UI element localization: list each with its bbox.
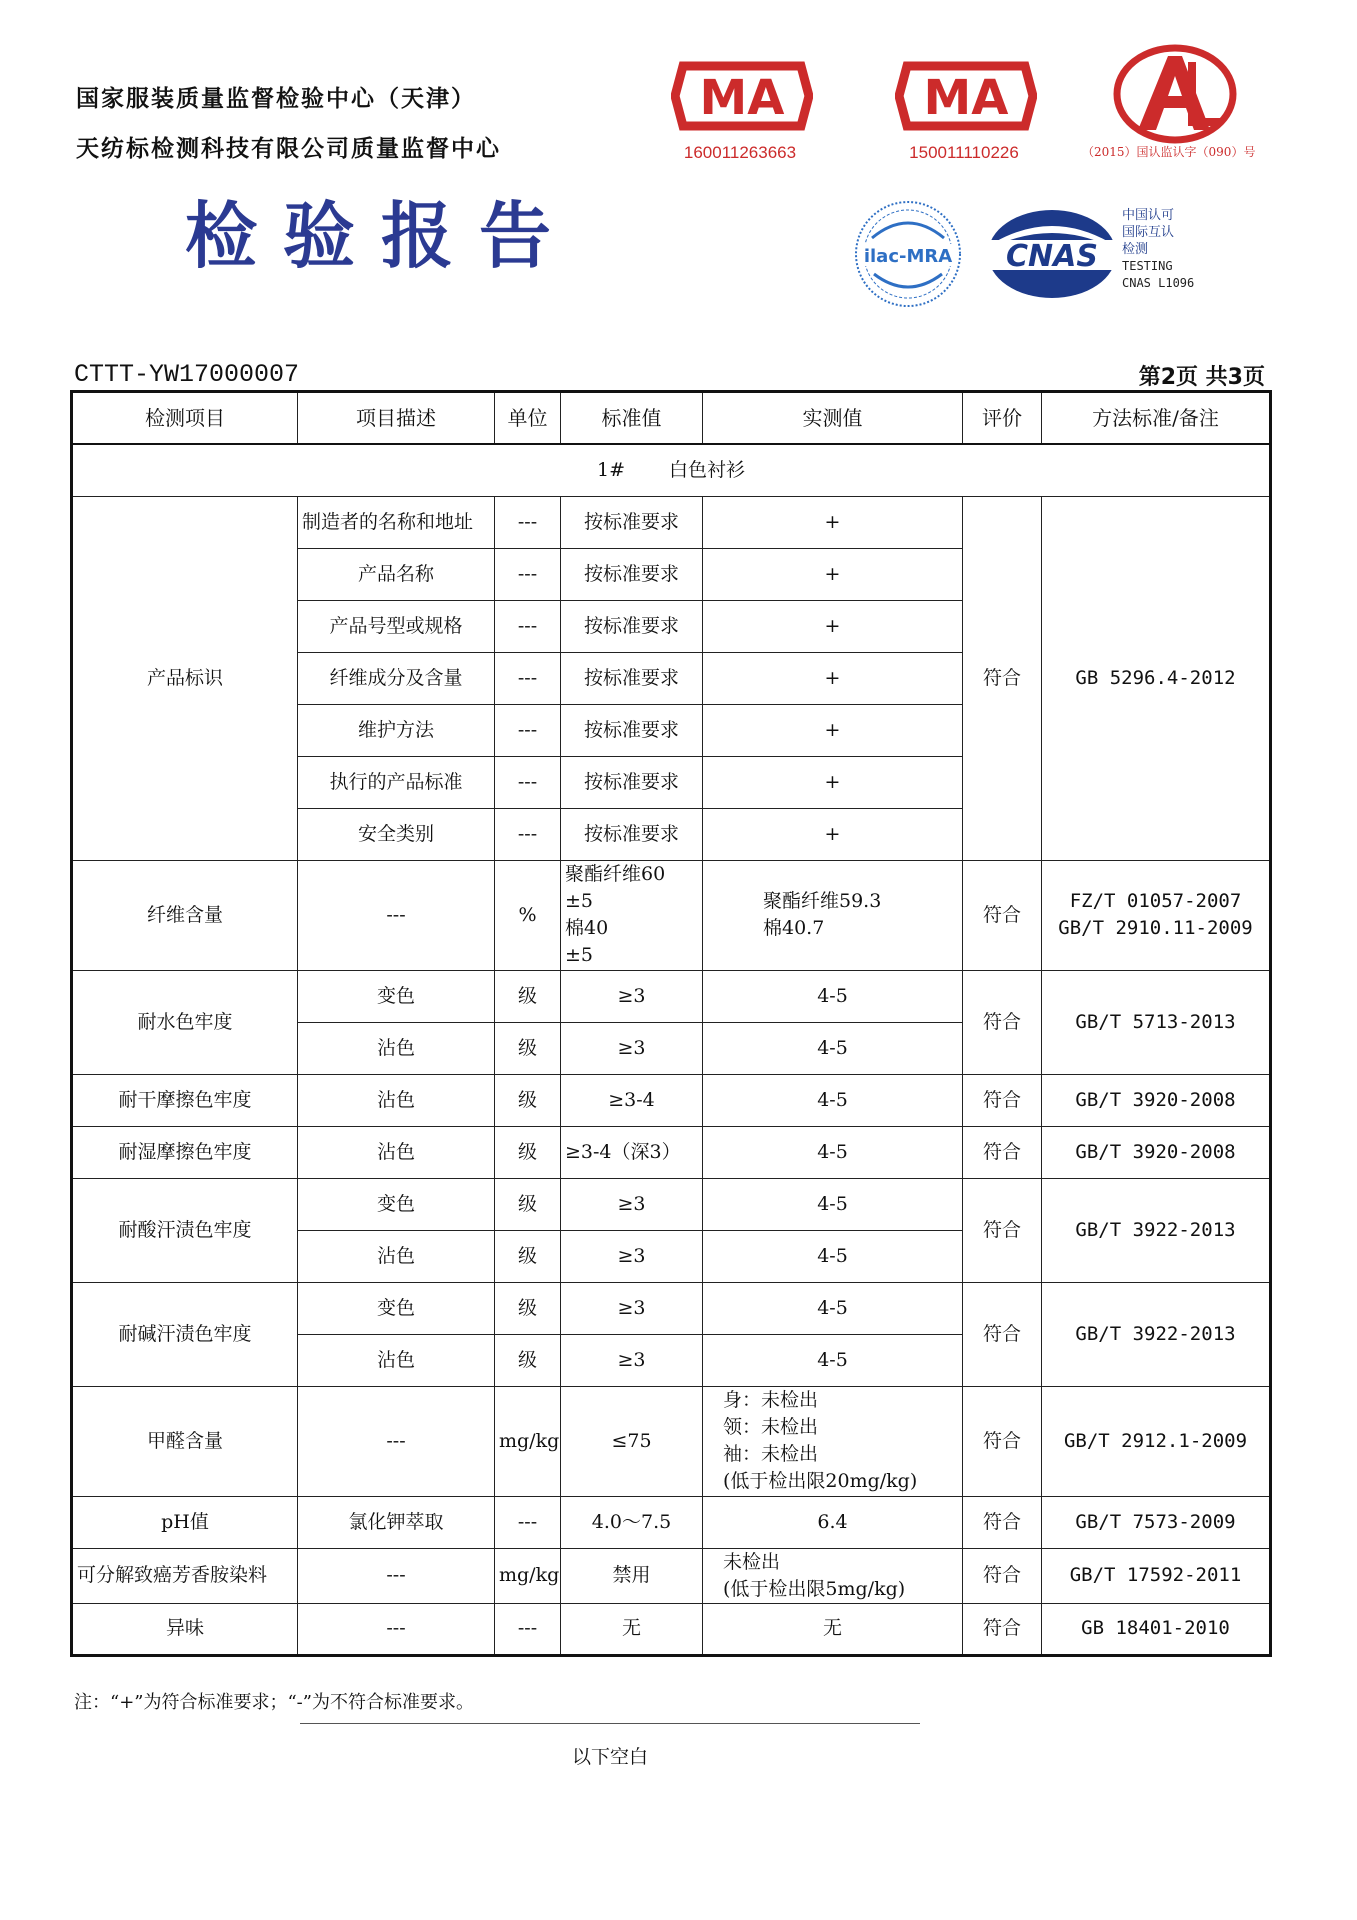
measured-value-cell: + (703, 600, 963, 652)
standard-value-cell: 4.0～7.5 (561, 1496, 703, 1548)
unit-cell: % (495, 860, 561, 970)
verdict-cell: 符合 (963, 496, 1042, 860)
standard-value-cell: ≥3-4 (561, 1074, 703, 1126)
measured-value-cell: 4-5 (703, 1022, 963, 1074)
method-standard-cell: GB/T 3920-2008 (1042, 1126, 1271, 1178)
org-name-line1: 国家服装质量监督检验中心（天津） (76, 86, 476, 112)
verdict-cell: 符合 (963, 1603, 1042, 1655)
description-cell: --- (298, 1548, 495, 1603)
test-item-cell: 耐湿摩擦色牢度 (72, 1126, 298, 1178)
unit-cell: mg/kg (495, 1548, 561, 1603)
cnas-logo-icon (985, 206, 1119, 302)
cnas-accreditation-text (1122, 207, 1194, 292)
description-cell: --- (298, 1386, 495, 1496)
standard-value-cell: ≥3 (561, 1282, 703, 1334)
measured-value-cell: + (703, 704, 963, 756)
description-cell: 沾色 (298, 1230, 495, 1282)
column-header: 方法标准/备注 (1042, 392, 1271, 445)
unit-cell: --- (495, 1603, 561, 1655)
description-cell: 变色 (298, 1282, 495, 1334)
measured-value-cell: 6.4 (703, 1496, 963, 1548)
method-standard-cell: GB/T 3922-2013 (1042, 1178, 1271, 1282)
test-item-cell: 耐干摩擦色牢度 (72, 1074, 298, 1126)
unit-cell: --- (495, 496, 561, 548)
standard-value-cell: 禁用 (561, 1548, 703, 1603)
svg-text:MA: MA (699, 70, 785, 126)
column-header: 实测值 (703, 392, 963, 445)
verdict-cell: 符合 (963, 1126, 1042, 1178)
table-row (72, 1074, 1271, 1126)
unit-cell: --- (495, 548, 561, 600)
method-standard-cell: GB/T 17592-2011 (1042, 1548, 1271, 1603)
cnas-line: CNAS L1096 (1122, 276, 1195, 290)
description-cell: 产品号型或规格 (298, 600, 495, 652)
method-standard-cell: GB/T 3920-2008 (1042, 1074, 1271, 1126)
page-indicator: 第2页 共3页 (1138, 365, 1265, 390)
measured-value-cell: 4-5 (703, 1074, 963, 1126)
svg-text:CNAS: CNAS (1006, 239, 1098, 274)
description-cell: 产品名称 (298, 548, 495, 600)
separator-line (300, 1723, 920, 1724)
test-item-cell: 耐酸汗渍色牢度 (72, 1178, 298, 1282)
verdict-cell: 符合 (963, 1178, 1042, 1282)
standard-value-cell: ≥3 (561, 1178, 703, 1230)
measured-value-cell: 4-5 (703, 1334, 963, 1386)
measured-value-cell: 4-5 (703, 1230, 963, 1282)
cma-number-1: 160011263663 (683, 143, 797, 162)
table-row (72, 1126, 1271, 1178)
table-header-row (72, 392, 1271, 445)
cnas-line: 中国认可 (1122, 208, 1175, 223)
unit-cell: 级 (495, 1230, 561, 1282)
table-row (72, 1386, 1271, 1496)
unit-cell: 级 (495, 1178, 561, 1230)
table-row (72, 496, 1271, 548)
description-cell: --- (298, 1603, 495, 1655)
table-row (72, 970, 1271, 1022)
sample-cell (72, 444, 1271, 496)
description-cell: 纤维成分及含量 (298, 652, 495, 704)
standard-value-cell: 按标准要求 (561, 600, 703, 652)
unit-cell: --- (495, 704, 561, 756)
description-cell: 变色 (298, 1178, 495, 1230)
column-header: 标准值 (561, 392, 703, 445)
test-item-cell: 甲醛含量 (72, 1386, 298, 1496)
measured-value-cell: + (703, 756, 963, 808)
cal-logo-icon (1110, 42, 1240, 146)
measured-value-cell: + (703, 548, 963, 600)
description-cell: --- (298, 860, 495, 970)
description-cell: 变色 (298, 970, 495, 1022)
unit-cell: --- (495, 1496, 561, 1548)
standard-value-cell: 按标准要求 (561, 808, 703, 860)
column-header: 项目描述 (298, 392, 495, 445)
verdict-cell: 符合 (963, 1074, 1042, 1126)
standard-value-cell: ≤75 (561, 1386, 703, 1496)
method-standard-cell: GB 18401-2010 (1042, 1603, 1271, 1655)
table-row (72, 1548, 1271, 1603)
report-number: CTTT-YW17000007 (74, 360, 300, 389)
unit-cell: --- (495, 808, 561, 860)
measured-value-cell: 4-5 (703, 970, 963, 1022)
description-cell: 沾色 (298, 1022, 495, 1074)
unit-cell: --- (495, 756, 561, 808)
cma-logo-icon (895, 60, 1037, 132)
standard-value-cell: 按标准要求 (561, 548, 703, 600)
verdict-cell: 符合 (963, 860, 1042, 970)
sample-name: 白色衬衫 (669, 458, 746, 481)
test-item-cell: 可分解致癌芳香胺染料 (72, 1548, 298, 1603)
test-item-cell: 异味 (72, 1603, 298, 1655)
description-cell: 制造者的名称和地址 (298, 496, 495, 548)
sample-row (72, 444, 1271, 496)
description-cell: 氯化钾萃取 (298, 1496, 495, 1548)
standard-value-cell: ≥3-4（深3） (561, 1126, 703, 1178)
unit-cell: --- (495, 600, 561, 652)
method-standard-cell: GB 5296.4-2012 (1042, 496, 1271, 860)
measured-value-cell: 身：未检出 领：未检出 袖：未检出 (低于检出限20mg/kg) (703, 1386, 963, 1496)
test-item-cell: 纤维含量 (72, 860, 298, 970)
standard-value-cell: 按标准要求 (561, 704, 703, 756)
cnas-line: 国际互认 (1122, 225, 1175, 240)
verdict-cell: 符合 (963, 1548, 1042, 1603)
method-standard-cell: GB/T 7573-2009 (1042, 1496, 1271, 1548)
table-row (72, 1178, 1271, 1230)
standard-value-cell: ≥3 (561, 1022, 703, 1074)
unit-cell: 级 (495, 1074, 561, 1126)
standard-value-cell: 按标准要求 (561, 652, 703, 704)
method-standard-cell: FZ/T 01057-2007 GB/T 2910.11-2009 (1042, 860, 1271, 970)
standard-value-cell: 按标准要求 (561, 756, 703, 808)
unit-cell: 级 (495, 970, 561, 1022)
verdict-cell: 符合 (963, 1386, 1042, 1496)
svg-text:ilac-MRA: ilac-MRA (863, 246, 953, 267)
verdict-cell: 符合 (963, 1496, 1042, 1548)
ilac-mra-logo-icon (852, 198, 964, 310)
table-row (72, 860, 1271, 970)
standard-value-cell: ≥3 (561, 1334, 703, 1386)
unit-cell: --- (495, 652, 561, 704)
svg-text:MA: MA (923, 70, 1009, 126)
description-cell: 执行的产品标准 (298, 756, 495, 808)
document-title: 检验报告 (185, 194, 578, 278)
description-cell: 沾色 (298, 1126, 495, 1178)
cal-license-text: （2015）国认监认字（090）号 (1082, 145, 1256, 159)
description-cell: 沾色 (298, 1334, 495, 1386)
cnas-line: 检测 (1122, 242, 1149, 257)
table-body (72, 444, 1271, 1655)
measured-value-cell: 4-5 (703, 1282, 963, 1334)
standard-value-cell: 聚酯纤维60 ±5 棉40 ±5 (561, 860, 703, 970)
standard-value-cell: ≥3 (561, 1230, 703, 1282)
test-item-cell: 耐水色牢度 (72, 970, 298, 1074)
column-header: 单位 (495, 392, 561, 445)
unit-cell: mg/kg (495, 1386, 561, 1496)
test-item-cell: pH值 (72, 1496, 298, 1548)
unit-cell: 级 (495, 1282, 561, 1334)
column-header: 评价 (963, 392, 1042, 445)
table-row (72, 1603, 1271, 1655)
measured-value-cell: + (703, 496, 963, 548)
measured-value-cell: 未检出 (低于检出限5mg/kg) (703, 1548, 963, 1603)
cnas-line: TESTING (1122, 259, 1173, 273)
standard-value-cell: 无 (561, 1603, 703, 1655)
unit-cell: 级 (495, 1022, 561, 1074)
blank-below-text: 以下空白 (571, 1746, 648, 1768)
test-item-cell: 产品标识 (72, 496, 298, 860)
cma-number-2: 150011110226 (909, 143, 1019, 162)
footnote: 注：“+”为符合标准要求；“-”为不符合标准要求。 (74, 1692, 474, 1713)
verdict-cell: 符合 (963, 1282, 1042, 1386)
verdict-cell: 符合 (963, 970, 1042, 1074)
table-row (72, 1282, 1271, 1334)
measured-value-cell: 4-5 (703, 1178, 963, 1230)
results-table (70, 390, 1272, 1657)
measured-value-cell: 4-5 (703, 1126, 963, 1178)
table-row (72, 1496, 1271, 1548)
test-item-cell: 耐碱汗渍色牢度 (72, 1282, 298, 1386)
cma-logo-icon (671, 60, 813, 132)
org-name-line2: 天纺标检测科技有限公司质量监督中心 (76, 136, 501, 162)
unit-cell: 级 (495, 1334, 561, 1386)
measured-value-cell: + (703, 808, 963, 860)
method-standard-cell: GB/T 5713-2013 (1042, 970, 1271, 1074)
standard-value-cell: ≥3 (561, 970, 703, 1022)
column-header: 检测项目 (72, 392, 298, 445)
standard-value-cell: 按标准要求 (561, 496, 703, 548)
measured-value-cell: + (703, 652, 963, 704)
measured-value-cell: 无 (703, 1603, 963, 1655)
description-cell: 维护方法 (298, 704, 495, 756)
measured-value-cell: 聚酯纤维59.3 棉40.7 (703, 860, 963, 970)
description-cell: 沾色 (298, 1074, 495, 1126)
method-standard-cell: GB/T 3922-2013 (1042, 1282, 1271, 1386)
unit-cell: 级 (495, 1126, 561, 1178)
sample-number: 1# (596, 458, 625, 481)
method-standard-cell: GB/T 2912.1-2009 (1042, 1386, 1271, 1496)
description-cell: 安全类别 (298, 808, 495, 860)
